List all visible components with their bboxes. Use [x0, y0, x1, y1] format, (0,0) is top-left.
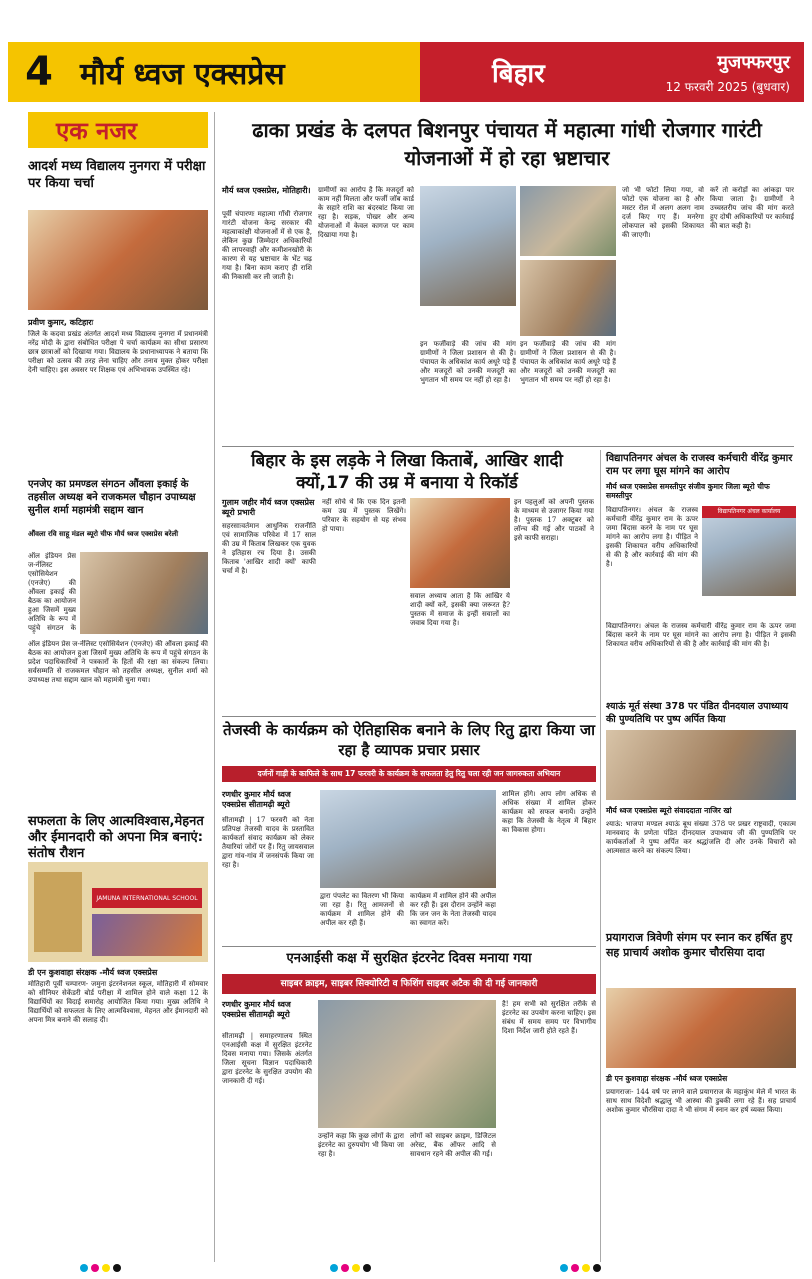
internet-story-subhead: साइबर क्राइम, साइबर सिक्योरिटी व फिशिंग साइबर अटैक की दी गई जानकारी — [222, 974, 596, 994]
rc-story3-body: प्रयागराजः- 144 वर्ष पर लगने वाले प्रयागराज के महाकुंभ मेले में भारत के साथ साथ विदेशी श्रद्धालु भी आस्था की डुबकी लगा रहे हैं। सह प्राचार्य अशोक कुमार चौरसिया दादा ने भी संगम में स्नान कर हर्ष व्यक्त किया। — [606, 1088, 796, 1114]
registration-dots-1 — [80, 1264, 121, 1272]
story-jamuna-photo — [28, 862, 208, 962]
top-story-photo-1 — [420, 186, 516, 306]
ek-nazar-header: एक नजर — [28, 112, 208, 148]
tejashwi-story-body-2: द्वारा पंपलेट का वितरण भी किया जा रहा है। रितु आमजनों से कार्यक्रम में शामिल होने की अपील कर रही हैं। — [320, 892, 404, 927]
story-nja-photo — [80, 552, 208, 634]
tejashwi-story-subhead: दर्जनों गाड़ी के काफिले के साथ 17 फरवरी के कार्यक्रम के सफलता हेतु रितु चला रही जन जागरुकता अभियान — [222, 766, 596, 782]
bihar-story-body-2: नहीं सोचे थे कि एक दिन इतनी कम उम्र में पुस्तक लिखेंगे। परिवार के सहयोग से यह संभव हो पाया। — [322, 498, 406, 533]
rc-story2-headline: श्याऊं मूर्त संस्था 378 पर पंडित दीनदयाल उपाध्याय की पुण्यतिथि पर पुष्प अर्पित किया — [606, 701, 788, 725]
top-story-headline: ढाका प्रखंड के दलपत बिशनपुर पंचायत में महात्मा गांधी रोजगार गारंटी योजनाओं में हो रहा भ्रष्टाचार — [252, 118, 762, 170]
registration-dots-2 — [330, 1264, 371, 1272]
story-jamuna-headline: सफलता के लिए आत्मविश्वास,मेहनत और ईमानदारी को अपना मित्र बनाएं: संतोष रौशन — [28, 814, 204, 861]
city-name: मुजफ्फरपुर — [717, 51, 790, 73]
internet-story-body-4: है! हम सभी को सुरक्षित तरीके से इंटरनेट का उपयोग करना चाहिए। इस संबंध में समय समय पर विभागीय दिशा निर्देश जारी होते रहते हैं। — [502, 1000, 596, 1035]
page-number: 4 — [8, 42, 70, 102]
left-column-divider — [214, 112, 215, 1262]
rc-story1-byline: मौर्य ध्वज एक्सप्रेस समस्तीपुर संजीव कुमार जिला ब्यूरो चीफ समस्तीपुर — [606, 482, 770, 500]
top-story-body-3b: इन फर्जीवाड़े की जांच की मांग ग्रामीणों ने जिला प्रशासन से की है। पंचायत के अधिकांश कार्य अधूरे पड़े हैं और मजदूरों को उनकी मजदूरी का भुगतान भी समय पर नहीं हो रहा है। — [520, 340, 616, 384]
bihar-story-body-3: सवाल अध्याय आता है कि आखिर ये शादी क्यों करें, इसकी क्या जरूरत है? पुस्तक में समाज के इन्हीं सवालों का जवाब दिया गया है। — [410, 592, 510, 627]
right-column-divider — [600, 450, 601, 1262]
story-nja-body-side: ऑल इंडियन प्रेस ज-र्नलिस्ट एसोसियेशन (एनजेए) की औंवला इकाई की बैठक का आयोजन हुआ जिसमें मुख्य अतिथि के रूप में पहुंचे संगठन के — [28, 552, 76, 632]
tejashwi-story-headline: तेजस्वी के कार्यक्रम को ऐतिहासिक बनाने के लिए रितु द्वारा किया जा रहा है व्यापक प्रचार प्रसार — [223, 721, 595, 759]
tejashwi-story-photo — [320, 790, 496, 888]
city-date-block — [654, 42, 804, 102]
internet-story-body-3: लोगों को साइबर क्राइम, डिजिटल अरेस्ट, बैंक ऑफर आदि से सावधान रहने की अपील की गई। — [410, 1132, 496, 1158]
top-story-body-4: जो भी फोटो लिया गया, वो फोटो एक योजना का है और मस्टर रोल में अलग अलग नाम दर्ज किए गए हैं। मनरेगा लोकपाल को इसकी शिकायत की जाएगी। — [622, 186, 704, 239]
rc-story2-byline: मौर्य ध्वज एक्सप्रेस ब्यूरो संवाददाता नाजिर खां — [606, 806, 732, 815]
top-story-photo-3 — [520, 260, 616, 336]
story-jamuna-byline: डी एन कुशवाहा संरक्षक -मौर्य ध्वज एक्सप्रेस — [28, 968, 158, 977]
registration-dots-3 — [560, 1264, 601, 1272]
top-story-body-2: ग्रामीणों का आरोप है कि मजदूरों को काम नहीं मिलता और फर्जी जॉब कार्ड के सहारे राशि का बंदरबांट किया जा रहा है। सड़क, पोखर और अन्य योजनाओं में केवल कागज पर काम दिखाया गया है। — [318, 186, 414, 239]
bihar-story-headline: बिहार के इस लड़के ने लिखा किताबें, आखिर शादी क्यों,17 की उम्र में बनाया ये रिकॉर्ड — [251, 451, 563, 493]
story-nja-byline: औंवला रवि साहू मंडल ब्यूरो चीफ मौर्य ध्वज एक्सप्रेस बरेली — [28, 530, 179, 538]
top-story-divider — [222, 446, 794, 447]
rc-story1-photo-sign: विद्यापतिनगर अंचल कार्यालय — [702, 506, 796, 518]
bihar-story-body-1: सहरसाःवर्तमान आधुनिक राजनीति एवं सामाजिक परिवेश में 17 साल की उम्र में किताब लिखकर एक युवक ने इतिहास रच दिया है। उसकी किताब 'आखिर शादी क्यों' काफी चर्चा में है। — [222, 522, 316, 575]
issue-date: 12 फरवरी 2025 (बुधवार) — [665, 79, 790, 94]
story-nja-headline: एनजेए का प्रमण्डल संगठन औंवला इकाई के तहसील अध्यक्ष बने राजकमल चौहान उपाध्यक्ष सुनील शर्मा महामंत्री सद्दाम खान — [28, 479, 196, 516]
story-nungra-photo — [28, 210, 208, 310]
tejashwi-story-body-1: सीतामढ़ी | 17 फरवरी को नेता प्रतिपक्ष तेजस्वी यादव के प्रस्तावित कार्यकर्ता संवाद कार्यक्रम को लेकर तैयारियां जोरों पर हैं। रितु जायसवाल द्वारा गांव-गांव में जनसंपर्क किया जा रहा है। — [222, 816, 314, 869]
bihar-story-byline: गुलाम जहीर मौर्य ध्वज एक्सप्रेस ब्यूरो प्रभारी — [222, 498, 315, 517]
rc-story2-photo — [606, 730, 796, 800]
internet-story-body-2: उन्होंने कहा कि कुछ लोगों के द्वारा इंटरनेट का दुरुपयोग भी किया जा रहा है। — [318, 1132, 404, 1158]
top-story-body-5: करें तो करोड़ों का आंकड़ा पार किया जाता है। ग्रामीणों ने उच्चस्तरीय जांच की मांग करते हुए दोषी अधिकारियों पर कार्रवाई की बात कही है। — [710, 186, 794, 230]
rc-story2-body: श्याऊं: भाजपा मण्डल श्याऊं बूथ संख्या 378 पर प्रखर राष्ट्रवादी, एकात्म मानववाद के प्रणेता पंडित दीनदयाल उपाध्याय जी की पुण्यतिथि पर कार्यकर्ताओं ने पुष्प अर्पित कर श्रद्धांजलि दी और उनके विचारों को आत्मसात करने का संकल्प लिया। — [606, 820, 796, 855]
top-story-body-1: पूर्वी चंपारणः महात्मा गाँधी रोजगार गारंटी योजना केन्द्र सरकार की महत्वाकांक्षी योजनाओं में से एक है, लेकिन कुछ जिम्मेदार अधिकारियों की लापरवाही और कमीशनखोरी के कारण से यह भ्रष्टाचार के भेंट चढ़ गया है। बिना काम कराए ही राशि की निकासी कर ली जाती है। — [222, 210, 312, 281]
story-nja-body: ऑल इंडियन प्रेस ज-र्नलिस्ट एसोसियेशन (एनजेए) की औंवला इकाई की बैठक का आयोजन हुआ जिसमें मुख्य अतिथि के रूप में पहुंचे संगठन के प्रदेश पदाधिकारियों ने पत्रकारों के हितों की रक्षा का संकल्प लिया। सर्वसम्मति से राजकमल चौहान को तहसील अध्यक्ष, सुनील शर्मा को उपाध्यक्ष तथा सद्दाम खान को महामंत्री चुना गया। — [28, 640, 208, 684]
internet-story-body-1: सीतामढ़ी | समाहरणालय स्थित एनआईसी कक्ष में सुरक्षित इंटरनेट दिवस मनाया गया। जिसके अंतर्गत जिला सूचना विज्ञान पदाधिकारी द्वारा इंटरनेट के सुरक्षित उपयोग की जानकारी दी गई। — [222, 1032, 312, 1085]
tejashwi-story-byline: रणधीर कुमार मौर्य ध्वज एक्सप्रेस सीतामढ़ी ब्यूरो — [222, 790, 291, 809]
top-story-photo-2 — [520, 186, 616, 256]
rc-story1-body: विद्यापतिनगर। अंचल के राजस्व कर्मचारी वीरेंद्र कुमार राम के ऊपर जमा बिंदास करने के नाम पर घूस मांगने का आरोप लगा है। पीड़ित ने इसकी शिकायत वरीय अधिकारियों से की है और कार्रवाई की मांग की है। — [606, 622, 796, 648]
jamuna-building-left — [34, 872, 82, 952]
bihar-story-divider — [222, 716, 596, 717]
internet-story-headline: एनआईसी कक्ष में सुरक्षित इंटरनेट दिवस मनाया गया — [286, 951, 532, 966]
tejashwi-story-body-3: कार्यक्रम में शामिल होने की अपील कर रही हैं। इस दौरान उन्होंने कहा कि जन जन के नेता तेजस्वी यादव का स्वागत करें। — [410, 892, 496, 927]
jamuna-school-sign: JAMUNA INTERNATIONAL SCHOOL — [92, 888, 202, 908]
internet-story-byline: रणधीर कुमार मौर्य ध्वज एक्सप्रेस सीतामढ़ी ब्यूरो — [222, 1000, 291, 1019]
story-jamuna-body: मोतिहारी पूर्वी चम्पारण- जमुना इंटरनेशनल स्कूल, मोतिहारी में सोमवार को सीनियर सेकेंडरी बोर्ड परीक्षा में शामिल होने वाले कक्षा 12 के विद्यार्थियों का विदाई समारोह आयोजित किया गया। मुख्य अतिथि ने विद्यार्थियों को सफलता के लिए आत्मविश्वास, मेहनत और ईमानदारी को अपना मित्र बनाने की सलाह दी। — [28, 980, 208, 1024]
rc-story3-photo — [606, 988, 796, 1068]
rc-story1-body-side: विद्यापतिनगर। अंचल के राजस्व कर्मचारी वीरेंद्र कुमार राम के ऊपर जमा बिंदास करने के नाम पर घूस मांगने का आरोप लगा है। पीड़ित ने इसकी शिकायत वरीय अधिकारियों से की है और कार्रवाई की मांग की है। — [606, 506, 698, 568]
rc-story3-headline: प्रयागराज त्रिवेणी संगम पर स्नान कर हर्षित हुए सह प्राचार्य अशोक कुमार चौरसिया दादा — [606, 931, 793, 959]
tejashwi-story-body-4: शामिल होंगे। आप लोग अधिक से अधिक संख्या में शामिल होकर कार्यक्रम को सफल बनायें। उन्होंने कहा कि तेजस्वी के नेतृत्व में बिहार का विकास होगा। — [502, 790, 596, 834]
tejashwi-story-divider — [222, 946, 596, 947]
section-name: बिहार — [420, 42, 654, 102]
story-nungra-headline: आदर्श मध्य विद्यालय नुनगरा में परीक्षा पर किया चर्चा — [28, 159, 206, 191]
rc-story1-headline: विद्यापतिनगर अंचल के राजस्व कर्मचारी वीरेंद्र कुमार राम पर लगा घूस मांगने का आरोप — [606, 453, 793, 477]
masthead — [8, 42, 804, 102]
top-story-byline: मौर्य ध्वज एक्सप्रेस, मोतिहारी। — [222, 186, 311, 195]
story-nungra-byline: प्रवीण कुमार, कटिहारः — [28, 318, 94, 327]
paper-name: मौर्य ध्वज एक्सप्रेस — [70, 42, 420, 102]
bihar-story-photo — [410, 498, 510, 588]
top-story-body-3: इन फर्जीवाड़े की जांच की मांग ग्रामीणों ने जिला प्रशासन से की है। पंचायत के अधिकांश कार्य अधूरे पड़े हैं और मजदूरों को उनकी मजदूरी का भुगतान भी समय पर नहीं हो रहा है। — [420, 340, 516, 384]
bihar-story-body-4: इन पहलुओं को अपनी पुस्तक के माध्यम से उजागर किया गया है। पुस्तक 17 अक्टूबर को लॉन्च की गई और पाठकों ने इसे काफी सराहा। — [514, 498, 594, 542]
internet-story-photo — [318, 1000, 496, 1128]
jamuna-group-photo — [92, 914, 202, 956]
story-nungra-body: जिले के कदवा प्रखंड अंतर्गत आदर्श मध्य विद्यालय नुनगरा में प्रधानमंत्री नरेंद्र मोदी के द्वारा संबोधित परीक्षा पे चर्चा कार्यक्रम का सीधा प्रसारण छात्र छात्राओं को दिखाया गया। विद्यालय के प्रधानाध्यापक ने बताया कि परीक्षा को उत्सव की तरह लेना चाहिए और तनाव मुक्त होकर परीक्षा देनी चाहिए। इस अवसर पर शिक्षक एवं अभिभावक उपस्थित रहे। — [28, 330, 208, 374]
rc-story3-byline: डी एन कुशवाहा संरक्षक -मौर्य ध्वज एक्सप्रेस — [606, 1074, 728, 1083]
rc-story1-photo — [702, 506, 796, 596]
